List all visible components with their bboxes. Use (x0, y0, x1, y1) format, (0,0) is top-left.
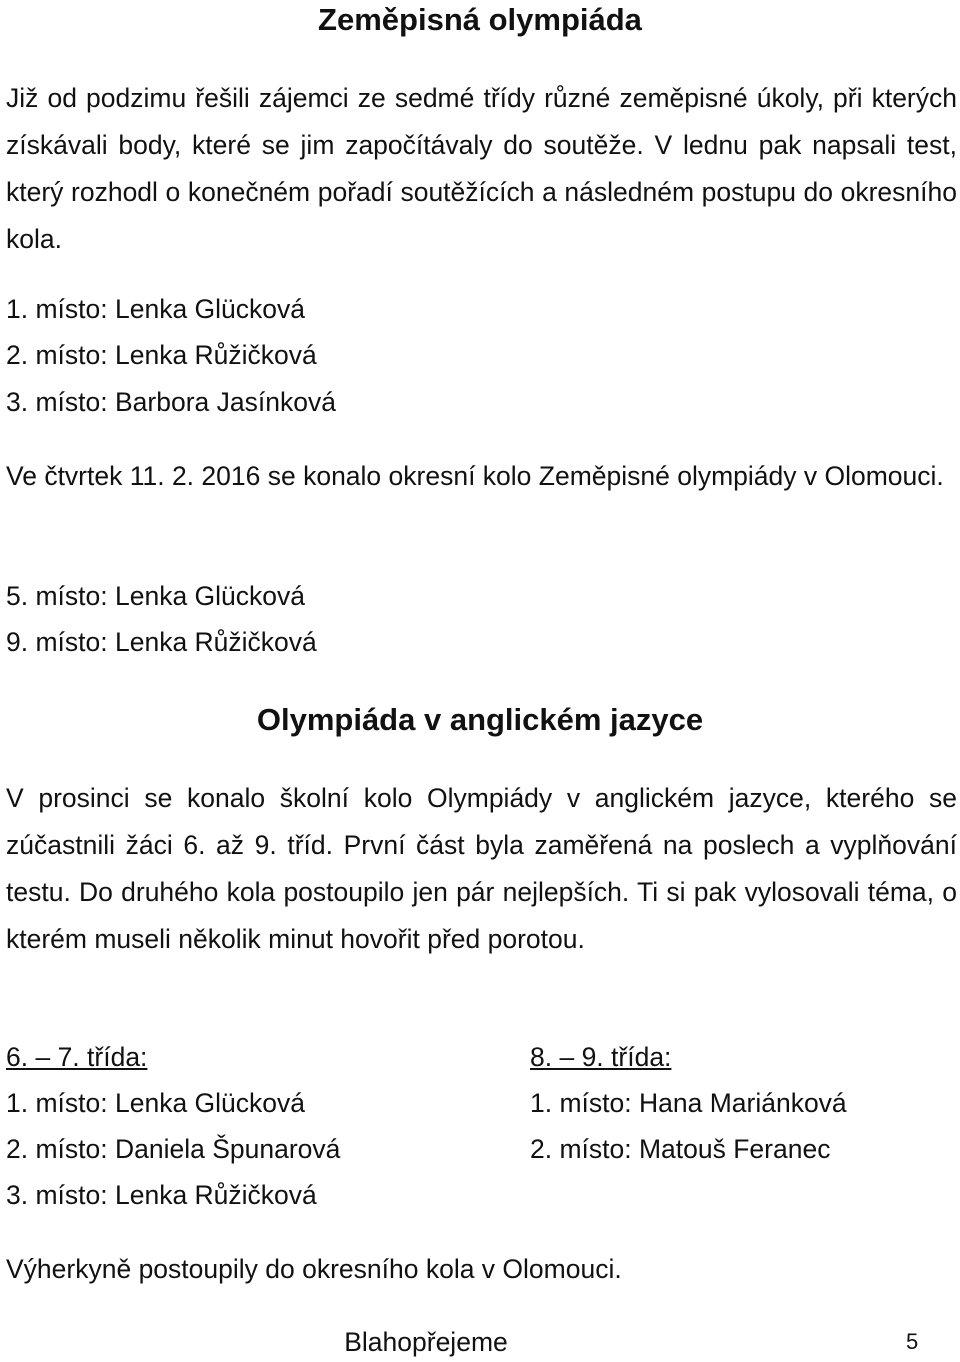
group-b-result-2: 2. místo: Matouš Feranec (530, 1134, 831, 1164)
district-round-paragraph: Ve čtvrtek 11. 2. 2016 se konalo okresní kolo Zeměpisné olympiády v Olomouci. (6, 461, 944, 491)
group-a-result-2: 2. místo: Daniela Špunarová (6, 1134, 341, 1164)
group-b-result-1: 1. místo: Hana Mariánková (530, 1088, 847, 1118)
group-a-result-1: 1. místo: Lenka Glücková (6, 1088, 306, 1118)
group-a-heading: 6. – 7. třída: (6, 1042, 148, 1072)
closing-sentence: Výherkyně postoupily do okresního kola v Olomouci. (6, 1254, 622, 1284)
english-olympiad-paragraph: V prosinci se konalo školní kolo Olympiády v anglickém jazyce, kterého se zúčastnili žáci 6. až 9. tříd. První část byla zaměřená na poslech a vyplňování testu. Do druhého kola postoupilo jen pár nejlepších. Ti si pak vylosovali téma, o kterém museli několik minut hovořit před porotou. (6, 783, 957, 954)
school-result-2: 2. místo: Lenka Růžičková (6, 340, 317, 370)
geography-olympiad-title: Zeměpisná olympiáda (318, 2, 642, 37)
district-result-1: 5. místo: Lenka Glücková (6, 581, 306, 611)
school-result-3: 3. místo: Barbora Jasínková (6, 387, 336, 417)
district-result-2: 9. místo: Lenka Růžičková (6, 627, 317, 657)
footer-congratulations: Blahopřejeme (344, 1327, 508, 1357)
group-b-heading: 8. – 9. třída: (530, 1042, 672, 1072)
school-result-1: 1. místo: Lenka Glücková (6, 294, 306, 324)
group-a-result-3: 3. místo: Lenka Růžičková (6, 1180, 317, 1210)
page-number: 5 (906, 1329, 919, 1354)
english-olympiad-title: Olympiáda v anglickém jazyce (256, 702, 704, 737)
geography-intro-paragraph: Již od podzimu řešili zájemci ze sedmé třídy různé zeměpisné úkoly, při kterých získávali body, které se jim započítávaly do soutěže. V lednu pak napsali test, který rozhodl o konečném pořadí soutěžících a následném postupu do okresního kola. (6, 83, 957, 254)
